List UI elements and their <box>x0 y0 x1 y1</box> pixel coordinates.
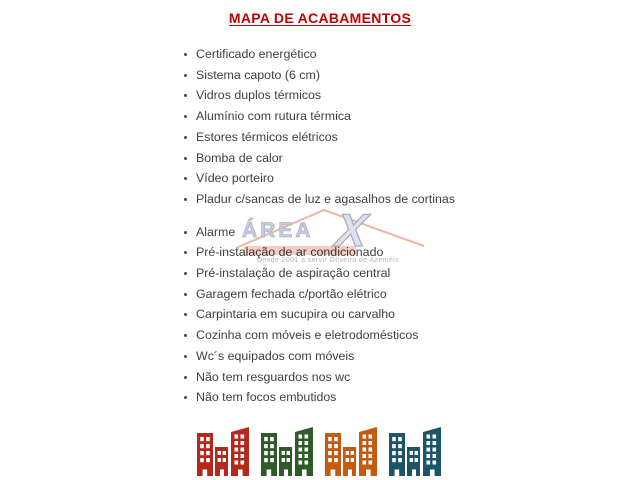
list-item <box>183 65 455 86</box>
list-item <box>183 284 455 305</box>
list-item-text: Cozinha com móveis e eletrodomésticos <box>196 328 419 343</box>
buildings-icon-orange <box>323 424 381 476</box>
bullet-icon <box>184 157 187 160</box>
list-item-text: Não tem resguardos nos wc <box>196 369 351 384</box>
list-item <box>183 127 455 148</box>
list-item-text: Vidros duplos térmicos <box>196 88 322 103</box>
list-item-text: Certificado energético <box>196 47 317 61</box>
list-item-text: Não tem focos embutidos <box>196 390 337 405</box>
buildings-icon-teal <box>387 424 445 476</box>
list-item-text: Alumínio com rutura térmica <box>196 109 351 124</box>
bullet-icon <box>184 251 187 254</box>
list-item <box>183 263 455 284</box>
watermark-x-letter: X <box>333 204 370 256</box>
list-item-text: Wc´s equipados com móveis <box>196 348 355 363</box>
bullet-icon <box>184 198 187 201</box>
list-item-text: Carpintaria em sucupira ou carvalho <box>196 307 396 322</box>
list-item-text: Pré-instalação de aspiração central <box>196 266 391 281</box>
list-item <box>183 242 455 263</box>
bullet-icon <box>184 293 187 296</box>
list-item <box>183 367 455 388</box>
list-item-text: Vídeo porteiro <box>196 171 274 186</box>
bullet-icon <box>184 313 187 316</box>
bullet-icon <box>184 231 187 234</box>
list-item-text: Alarme <box>196 224 236 239</box>
bullet-icon <box>184 355 187 358</box>
watermark-brand-text: ÁREA <box>242 219 314 242</box>
bullet-icon <box>184 334 187 337</box>
finishes-list <box>183 44 455 408</box>
bullet-icon <box>184 115 187 118</box>
buildings-footer <box>0 424 640 476</box>
list-item <box>183 44 455 65</box>
list-item <box>183 387 455 408</box>
list-item <box>183 189 455 210</box>
list-item-text: Estores térmicos elétricos <box>196 129 338 144</box>
list-item-text: Garagem fechada c/portão elétrico <box>196 286 387 301</box>
list-item-text: Pré-instalação de ar condicionado <box>196 245 384 260</box>
list-item <box>183 168 455 189</box>
bullet-icon <box>184 396 187 399</box>
finishes-list-group-2 <box>183 222 455 408</box>
page-title: MAPA DE ACABAMENTOS <box>228 10 412 26</box>
list-item <box>183 85 455 106</box>
bullet-icon <box>184 94 187 97</box>
bullet-icon <box>184 53 187 56</box>
bullet-icon <box>184 177 187 180</box>
list-item-text: Pladur c/sancas de luz e agasalhos de cortinas <box>196 191 455 206</box>
list-item <box>183 325 455 346</box>
buildings-icon-red <box>195 424 253 476</box>
list-item <box>183 148 455 169</box>
bullet-icon <box>184 136 187 139</box>
list-item <box>183 304 455 325</box>
list-item <box>183 106 455 127</box>
bullet-icon <box>184 272 187 275</box>
buildings-icon-green <box>259 424 317 476</box>
list-item <box>183 346 455 367</box>
list-item-text: Bomba de calor <box>196 150 283 165</box>
bullet-icon <box>184 74 187 77</box>
finishes-list-group-1 <box>183 44 455 210</box>
list-item <box>183 222 455 243</box>
list-item-text: Sistema capoto (6 cm) <box>196 67 320 82</box>
watermark-tagline: Desde 2001 a servir Oliveira de Azeméis <box>256 257 400 264</box>
bullet-icon <box>184 376 187 379</box>
